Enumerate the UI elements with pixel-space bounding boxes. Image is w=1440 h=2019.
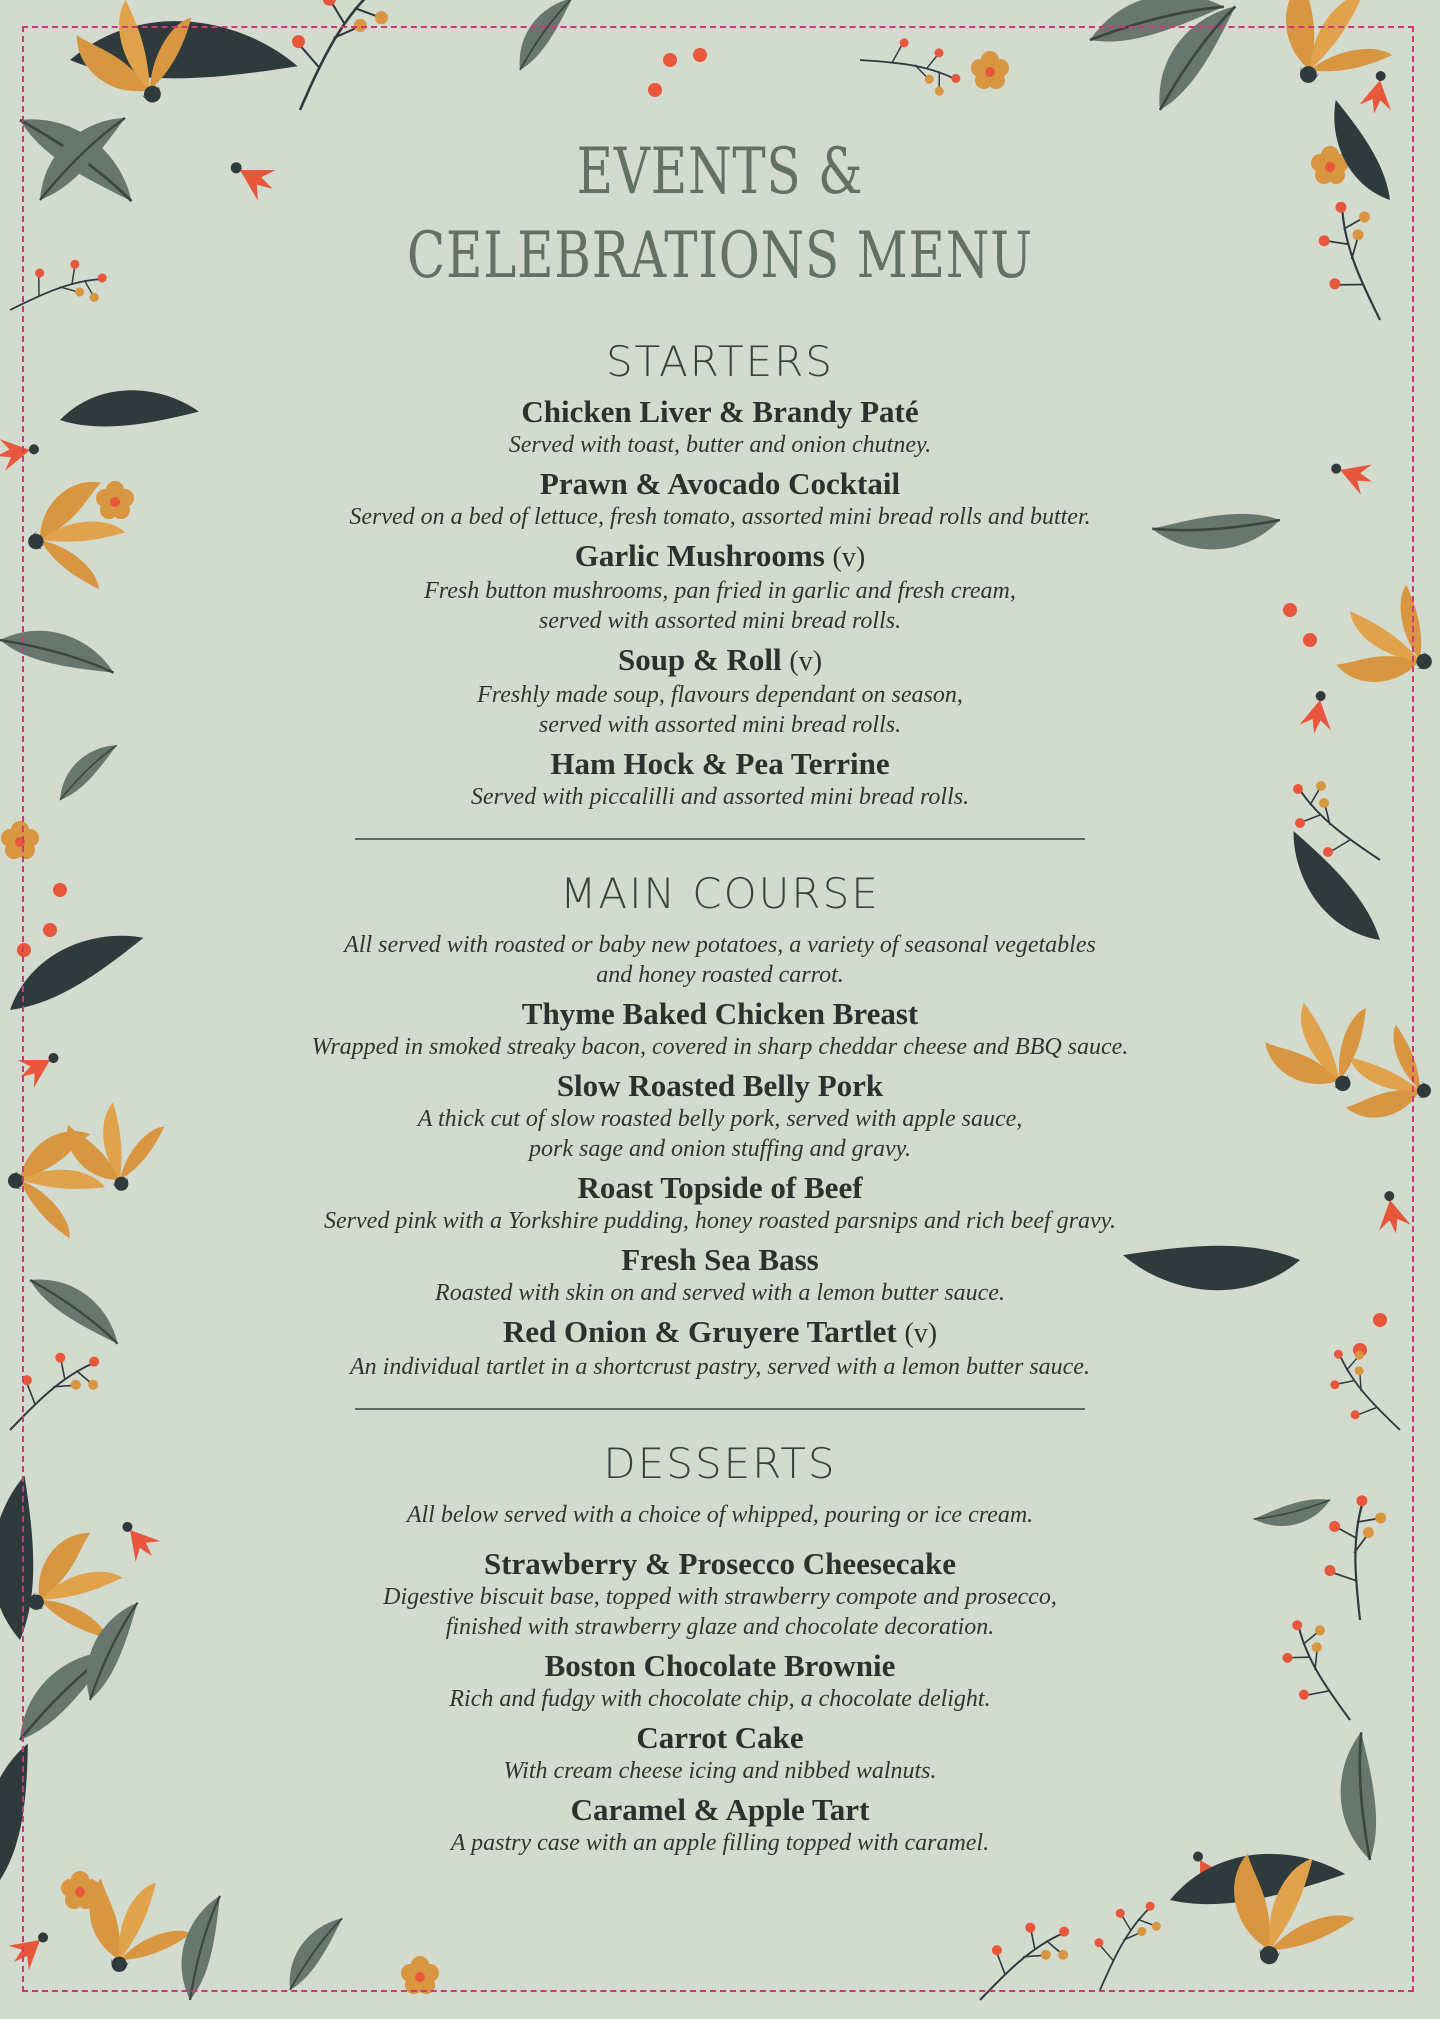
- item-description: Roasted with skin on and served with a lemon butter sauce.: [435, 1280, 1005, 1306]
- menu-item: [230, 538, 1210, 636]
- item-description: Digestive biscuit base, topped with strawberry compote and prosecco, finished with strawberry glaze and chocolate decoration.: [383, 1584, 1057, 1640]
- item-description: Served on a bed of lettuce, fresh tomato, assorted mini bread rolls and butter.: [349, 504, 1091, 530]
- item-name: Red Onion & Gruyere Tartlet: [502, 1314, 897, 1349]
- vegetarian-marker: (v): [789, 646, 823, 677]
- item-name: Fresh Sea Bass: [621, 1242, 819, 1277]
- title-line-1: EVENTS &: [576, 135, 864, 209]
- menu-item: [230, 394, 1210, 460]
- item-description: Wrapped in smoked streaky bacon, covered in sharp cheddar cheese and BBQ sauce.: [311, 1034, 1129, 1060]
- menu-item: [230, 466, 1210, 532]
- item-name: Chicken Liver & Brandy Paté: [521, 394, 919, 429]
- section-note: All served with roasted or baby new potatoes, a variety of seasonal vegetables and honey roasted carrot.: [344, 932, 1096, 988]
- menu-item: [230, 1792, 1210, 1858]
- item-description: An individual tartlet in a shortcrust pastry, served with a lemon butter sauce.: [350, 1354, 1090, 1380]
- menu-item: [230, 996, 1210, 1062]
- item-name: Prawn & Avocado Cocktail: [539, 466, 901, 501]
- item-description: With cream cheese icing and nibbed walnuts.: [503, 1758, 937, 1784]
- section-note: All below served with a choice of whipped, pouring or ice cream.: [406, 1502, 1034, 1528]
- item-name: Slow Roasted Belly Pork: [556, 1068, 884, 1103]
- menu-item: [230, 642, 1210, 740]
- section-heading-main-course: MAIN COURSE: [560, 869, 880, 918]
- menu-item: [230, 1648, 1210, 1714]
- menu-item: [230, 1170, 1210, 1236]
- menu-item: [230, 1242, 1210, 1308]
- item-name: Thyme Baked Chicken Breast: [521, 996, 919, 1031]
- section-heading-desserts: DESSERTS: [603, 1439, 837, 1488]
- item-description: Served pink with a Yorkshire pudding, honey roasted parsnips and rich beef gravy.: [324, 1208, 1116, 1234]
- section-divider: [355, 1408, 1085, 1410]
- item-name: Ham Hock & Pea Terrine: [550, 746, 890, 781]
- item-description: Served with piccalilli and assorted mini bread rolls.: [470, 784, 970, 810]
- menu-title: [338, 130, 1102, 298]
- menu-item: [230, 746, 1210, 812]
- section-heading-starters: STARTERS: [606, 337, 834, 386]
- item-description: Served with toast, butter and onion chutney.: [508, 432, 932, 458]
- menu-item: [230, 1068, 1210, 1164]
- item-name: Caramel & Apple Tart: [570, 1792, 870, 1827]
- item-name: Strawberry & Prosecco Cheesecake: [483, 1546, 956, 1581]
- item-description: Rich and fudgy with chocolate chip, a chocolate delight.: [449, 1686, 991, 1712]
- item-description: Freshly made soup, flavours dependant on season, served with assorted mini bread rolls.: [477, 682, 963, 738]
- menu-item: [230, 1314, 1210, 1382]
- section-divider: [355, 838, 1085, 840]
- item-description: A pastry case with an apple filling topped with caramel.: [450, 1830, 990, 1856]
- item-name: Carrot Cake: [636, 1720, 804, 1755]
- item-name: Garlic Mushrooms: [574, 538, 825, 573]
- menu-item: [230, 1546, 1210, 1642]
- item-name: Soup & Roll: [617, 642, 782, 677]
- item-description: Fresh button mushrooms, pan fried in garlic and fresh cream, served with assorted mini bread rolls.: [424, 578, 1016, 634]
- menu-item: [230, 1720, 1210, 1786]
- menu-content: [230, 130, 1210, 1858]
- vegetarian-marker: (v): [904, 1318, 938, 1349]
- item-description: A thick cut of slow roasted belly pork, served with apple sauce, pork sage and onion stuffing and gravy.: [417, 1106, 1023, 1162]
- title-line-2: CELEBRATIONS MENU: [406, 219, 1034, 293]
- vegetarian-marker: (v): [832, 542, 866, 573]
- item-name: Roast Topside of Beef: [577, 1170, 863, 1205]
- item-name: Boston Chocolate Brownie: [544, 1648, 896, 1683]
